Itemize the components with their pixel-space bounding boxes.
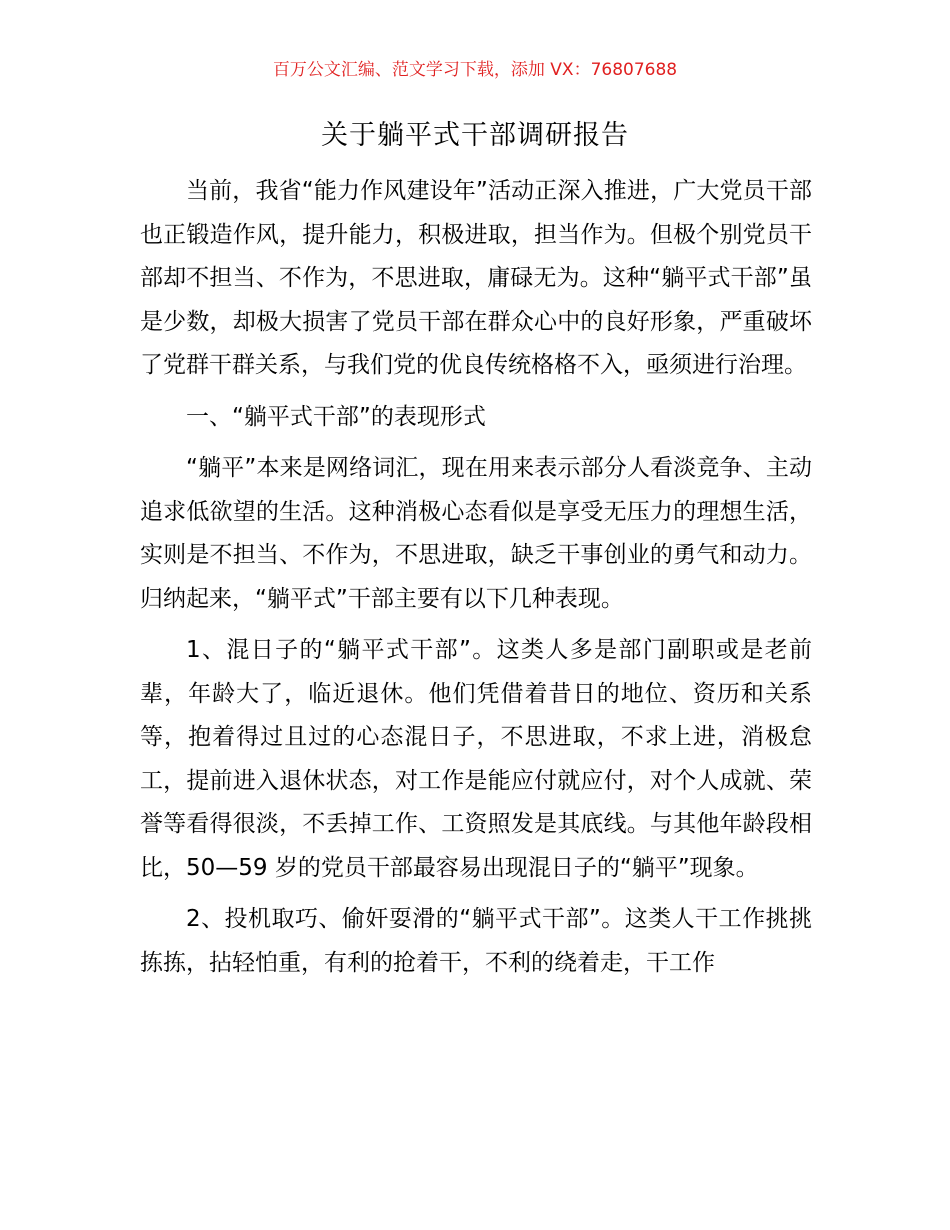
paragraph-type-2: 2、投机取巧、偷奸耍滑的“躺平式干部”。这类人干工作挑挑拣拣，拈轻怕重，有利的抢着干，不利的绕着走，干工作 bbox=[140, 906, 812, 976]
document-body bbox=[140, 170, 812, 993]
paragraph-intro: 当前，我省“能力作风建设年”活动正深入推进，广大党员干部也正锻造作风，提升能力，积极进取，担当作为。但极个别党员干部却不担当、不作为，不思进取，庸碌无为。这种“躺平式干部”虽是少数，却极大损害了党员干部在群众心中的良好形象，严重破坏了党群干群关系，与我们党的优良传统格格不入，亟须进行治理。 bbox=[140, 178, 812, 378]
document-title: 关于躺平式干部调研报告 bbox=[321, 120, 629, 151]
paragraph-definition: “躺平”本来是网络词汇，现在用来表示部分人看淡竞争、主动追求低欲望的生活。这种消极心态看似是享受无压力的理想生活，实则是不担当、不作为，不思进取，缺乏干事创业的勇气和动力。归纳起来，“躺平式”干部主要有以下几种表现。 bbox=[140, 455, 812, 612]
header-watermark: 百万公文汇编、范文学习下载，添加 VX：76807688 bbox=[272, 60, 678, 80]
section-heading-1: 一、“躺平式干部”的表现形式 bbox=[186, 403, 486, 430]
paragraph-type-1: 1、混日子的“躺平式干部”。这类人多是部门副职或是老前辈，年龄大了，临近退休。他们凭借着昔日的地位、资历和关系等，抱着得过且过的心态混日子，不思进取，不求上进，消极怠工，提前进入退休状态，对工作是能应付就应付，对个人成就、荣誉等看得很淡，不丢掉工作、工资照发是其底线。与其他年龄段相比，50—59 岁的党员干部最容易出现混日子的“躺平”现象。 bbox=[140, 637, 812, 881]
